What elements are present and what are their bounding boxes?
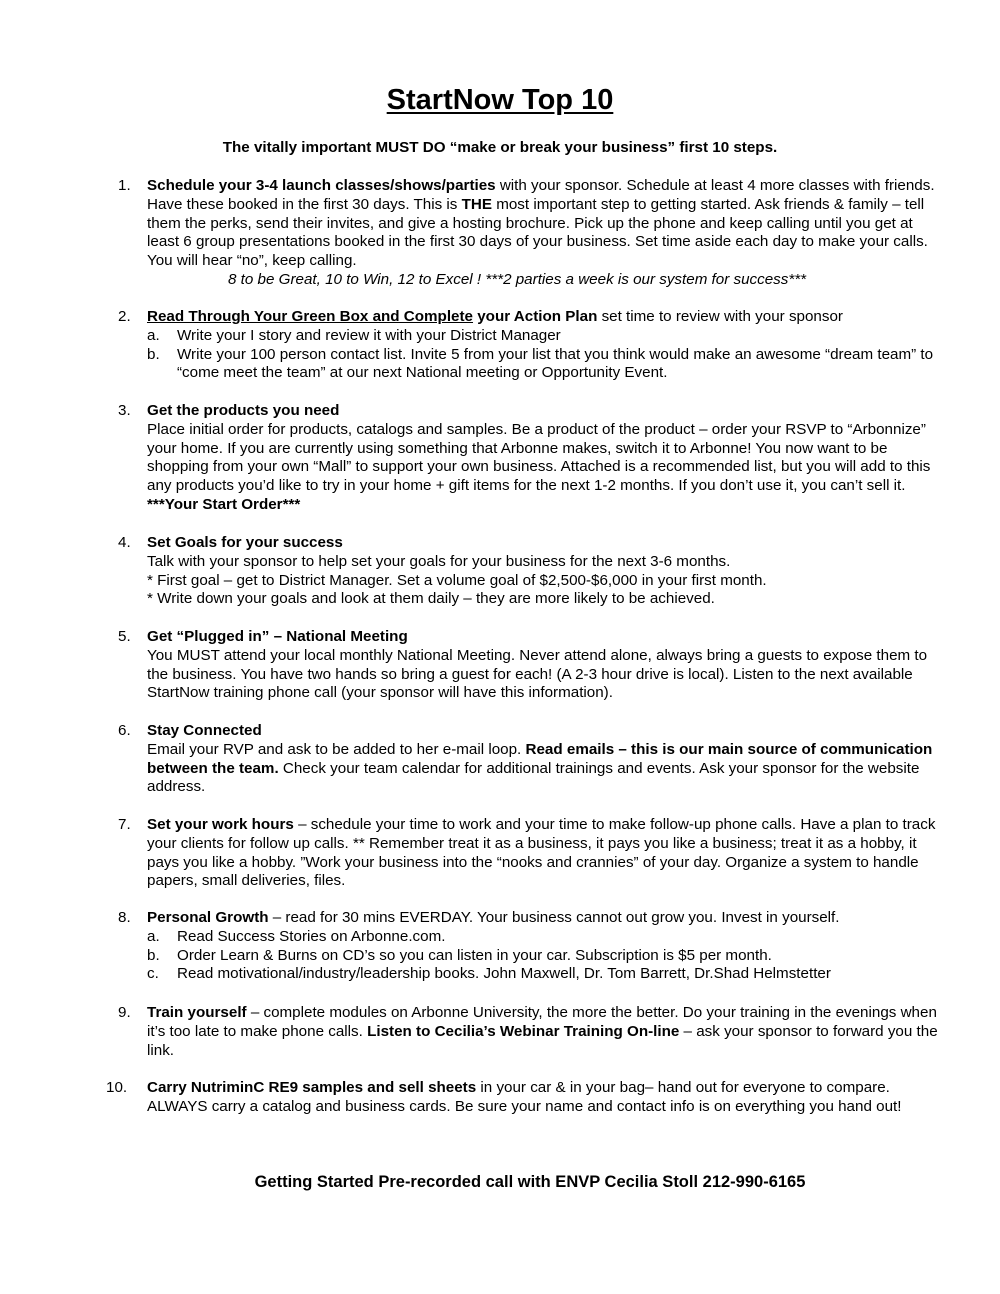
step-text: set time to review with your sponsor — [597, 308, 843, 325]
step-item-3 — [118, 402, 948, 515]
sub-item-letter: b. — [147, 946, 160, 964]
step-body — [147, 308, 948, 383]
step-item-7 — [118, 816, 948, 891]
sub-item-text: Order Learn & Burns on CD’s so you can listen in your car. Subscription is $5 per month. — [177, 946, 772, 964]
step-text: Check your team calendar for additional trainings and events. Ask your sponsor for the website address. — [147, 759, 920, 796]
sub-item-b — [147, 346, 948, 384]
step-heading: Personal Growth — [147, 909, 269, 926]
step-text: – schedule your time to work and your time to make follow-up phone calls. Have a plan to track your clients for follow up calls. ** Remember treat it as a business, it pays you like a business; treat it as a hobby, it pays you like a hobby. ”Work your business into the “nooks and crannies” of your day. Organize a system to handle papers, small deliveries, files. — [147, 816, 936, 890]
step-text: most important step to getting started. Ask friends & family – tell them the perks, send their invites, and give a hosting brochure. Pick up the phone and keep calling until you get at least 6 group presentations booked in the first 30 days of your business. Set time aside each day to make your calls. You will hear “no”, keep calling. — [147, 195, 928, 270]
sub-item-letter: a. — [147, 927, 160, 945]
step-heading: Read Through Your Green Box and Complete — [147, 308, 474, 325]
step-paragraph — [147, 816, 948, 891]
step-body — [147, 722, 948, 797]
step-item-2 — [118, 308, 948, 383]
step-paragraph — [147, 1079, 948, 1117]
sub-item-c — [147, 965, 948, 984]
emphasis-text: Listen to Cecilia’s Webinar Training On-line — [367, 1022, 680, 1040]
emphasis-text: ***Your Start Order*** — [147, 495, 301, 513]
step-body — [147, 816, 948, 891]
page-title: StartNow Top 10 — [386, 84, 614, 116]
step-paragraph: You MUST attend your local monthly National Meeting. Never attend alone, always bring a guests to expose them to the business. You have two hands so bring a guest for each! (A 2-3 hour drive is local). Listen to the next available StartNow training phone call (your sponsor will have this information). — [147, 646, 928, 702]
step-number: 1. — [118, 177, 131, 194]
step-number: 9. — [118, 1004, 131, 1021]
sub-item-text: Write your I story and review it with your District Manager — [177, 326, 561, 344]
step-heading: Set your work hours — [147, 816, 294, 833]
step-body — [147, 402, 948, 515]
step-line: * Write down your goals and look at them daily – they are more likely to be achieved. — [147, 590, 715, 608]
step-text: – ask your sponsor to forward you the link. — [147, 1022, 938, 1059]
step-heading-continued: your Action Plan — [473, 308, 598, 325]
step-heading: Get the products you need — [147, 402, 340, 419]
step-text: – read for 30 mins EVERDAY. Your business cannot out grow you. Invest in yourself. — [268, 909, 840, 926]
step-text: with your sponsor. Schedule at least 4 more classes with friends. Have these booked in the first 30 days. This is — [147, 177, 935, 213]
step-number: 10. — [106, 1079, 128, 1096]
page-subtitle: The vitally important MUST DO “make or break your business” first 10 steps. — [222, 139, 778, 156]
sub-item-letter: b. — [147, 345, 160, 363]
step-paragraph — [147, 177, 948, 271]
step-heading: Set Goals for your success — [147, 534, 343, 551]
step-item-1 — [118, 177, 948, 290]
step-item-9 — [118, 1004, 948, 1060]
step-paragraph — [147, 1004, 948, 1060]
step-heading: Train yourself — [147, 1004, 247, 1021]
sub-item-b — [147, 947, 948, 966]
emphasis-text: Read emails – this is our main source of communication between the team. — [147, 740, 933, 777]
step-paragraph — [147, 741, 948, 797]
step-item-5 — [118, 628, 948, 703]
footer-call-info: Getting Started Pre-recorded call with ENVP Cecilia Stoll 212-990-6165 — [254, 1173, 806, 1191]
step-line: Talk with your sponsor to help set your goals for your business for the next 3-6 months. — [147, 552, 731, 570]
slogan-line: 8 to be Great, 10 to Win, 12 to Excel ! ***2 parties a week is our system for success*** — [228, 270, 807, 288]
step-text: Place initial order for products, catalogs and samples. Be a product of the product – order your RSVP to “Arbonnize” your home. If you are currently using something that Arbonne makes, switch it to Arbonne! You now want to be shopping from your own “Mall” to support your own business. Attached is a recommended list, but you will add to this any products you’d like to try in your home + gift items for the next 1-2 months. If you don’t use it, you can’t sell it. — [147, 420, 931, 495]
step-heading: Stay Connected — [147, 722, 262, 739]
step-text: – complete modules on Arbonne University, the more the better. Do your training in the evenings when it’s too late to make phone calls. — [147, 1004, 937, 1040]
step-number: 6. — [118, 722, 131, 739]
step-number: 4. — [118, 534, 131, 551]
step-paragraph — [147, 909, 948, 928]
step-paragraph — [147, 308, 948, 327]
step-paragraph — [147, 421, 948, 515]
step-item-4 — [118, 534, 948, 609]
sub-item-a — [147, 327, 948, 346]
emphasis-text: THE — [461, 195, 492, 213]
step-body — [147, 1004, 948, 1060]
step-line: * First goal – get to District Manager. Set a volume goal of $2,500-$6,000 in your first month. — [147, 571, 767, 589]
step-number: 7. — [118, 816, 131, 833]
step-number: 5. — [118, 628, 131, 645]
step-heading: Schedule your 3-4 launch classes/shows/parties — [147, 177, 496, 194]
sub-item-text: Read motivational/industry/leadership books. John Maxwell, Dr. Tom Barrett, Dr.Shad Helmstetter — [177, 965, 831, 983]
step-heading: Carry NutriminC RE9 samples and sell sheets — [147, 1079, 477, 1096]
step-item-6 — [118, 722, 948, 797]
sub-item-letter: a. — [147, 326, 160, 344]
step-body — [147, 628, 948, 703]
step-body — [147, 534, 948, 609]
step-body — [147, 177, 948, 290]
sub-item-letter: c. — [147, 965, 159, 983]
step-text: in your car & in your bag– hand out for everyone to compare. ALWAYS carry a catalog and business cards. Be sure your name and contact info is on everything you hand out! — [147, 1079, 902, 1115]
step-body — [147, 909, 948, 984]
sub-item-text: Read Success Stories on Arbonne.com. — [177, 927, 446, 945]
step-heading: Get “Plugged in” – National Meeting — [147, 628, 408, 645]
sub-item-a — [147, 928, 948, 947]
step-number: 8. — [118, 909, 131, 926]
step-item-8 — [118, 909, 948, 984]
step-item-10 — [106, 1079, 948, 1117]
step-text: Email your RVP and ask to be added to her e-mail loop. — [147, 740, 526, 758]
step-number: 2. — [118, 308, 131, 325]
sub-item-text: Write your 100 person contact list. Invite 5 from your list that you think would make an awesome “dream team” to “come meet the team” at our next National meeting or Opportunity Event. — [177, 345, 934, 382]
step-body — [147, 1079, 948, 1117]
step-number: 3. — [118, 402, 131, 419]
